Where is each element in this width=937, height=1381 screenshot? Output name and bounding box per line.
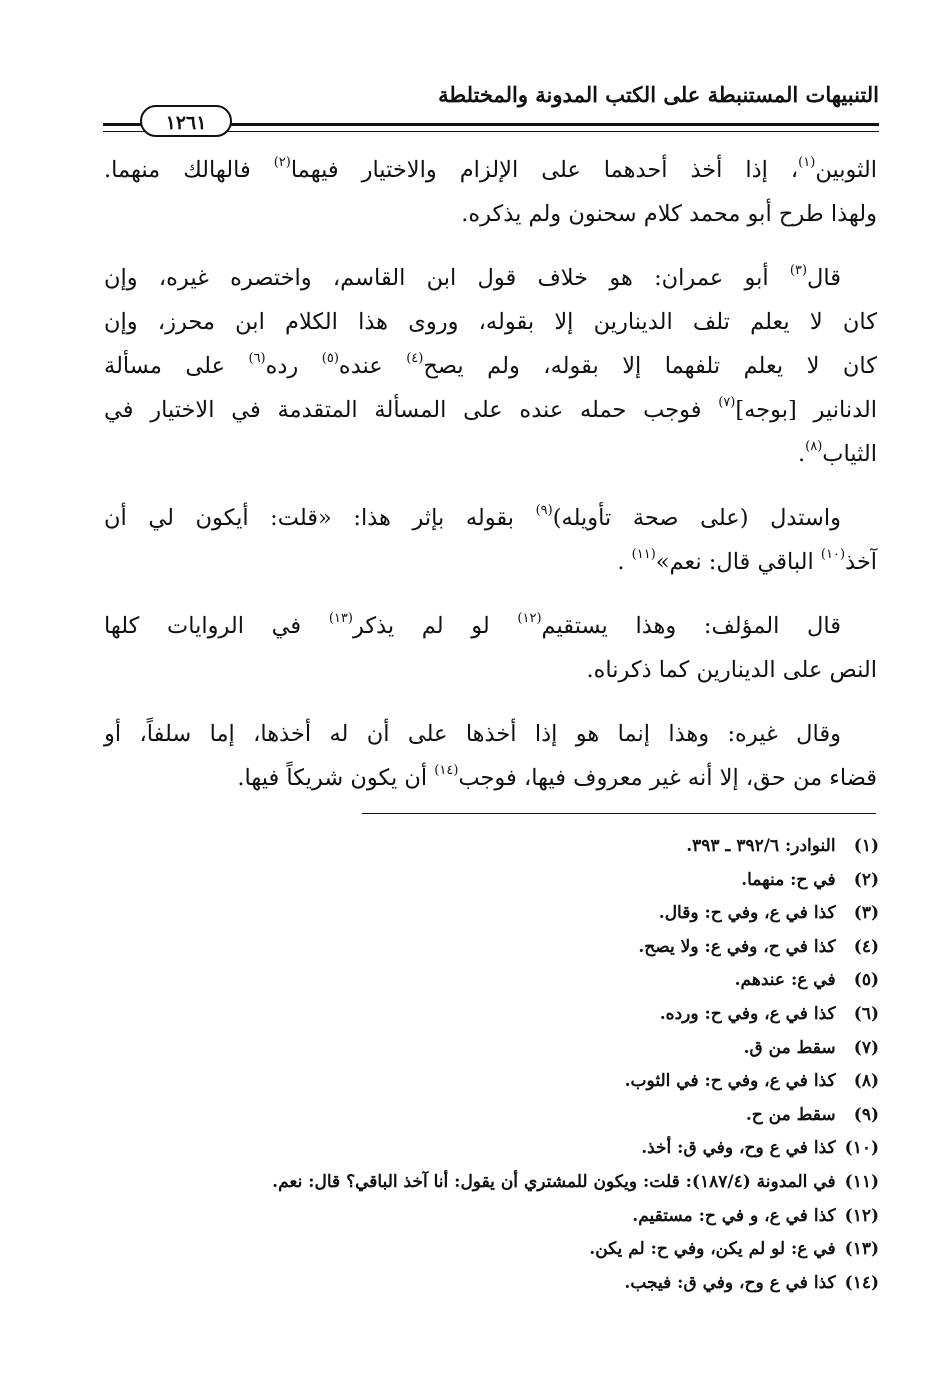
paragraph-4	[104, 604, 877, 692]
footnote-ref: (١١)	[631, 547, 656, 562]
footnote-ref: (٦)	[248, 351, 266, 366]
paragraph-line: النص على الدينارين كما ذكرناه.	[586, 657, 877, 683]
footnote-item	[69, 931, 879, 965]
footnote-ref: (١٣)	[328, 611, 353, 626]
footnote-item	[69, 998, 879, 1032]
footnote-text: في ح: منهما.	[741, 869, 836, 890]
footnote-text: كذا في ع، وفي ح: ورده.	[659, 1003, 836, 1024]
text-run: الباقي قال: نعم»	[655, 549, 821, 575]
text-run: فوجب حمله عنده على المسألة المتقدمة في الاختيار في	[104, 397, 719, 423]
footnote-item	[69, 1200, 879, 1234]
footnote-number: (١)	[853, 836, 879, 856]
text-run: عنده	[338, 353, 407, 379]
text-run: قال	[807, 265, 841, 291]
text-run: رده	[265, 353, 322, 379]
footnotes-list	[69, 830, 879, 1300]
footnote-ref: (٥)	[321, 351, 339, 366]
paragraph-line	[104, 148, 877, 192]
text-run: الثياب	[822, 441, 877, 467]
paragraph-line	[104, 432, 877, 476]
text-run: في الروايات كلها	[104, 613, 329, 639]
footnote-number: (١٢)	[844, 1205, 879, 1226]
text-run: أن يكون شريكاً فيها.	[237, 765, 435, 791]
paragraph-2	[104, 256, 877, 476]
text-run: الدنانير [بوجه]	[735, 397, 877, 423]
footnote-ref: (٨)	[805, 439, 823, 454]
paragraph-line: ولهذا طرح أبو محمد كلام سحنون ولم يذكره.	[461, 201, 877, 227]
text-run: على مسألة	[104, 353, 249, 379]
footnote-number: (٨)	[853, 1071, 879, 1092]
paragraph-line: كان لا يعلم تلف الدينارين إلا بقوله، وروى هذا الكلام ابن محرز، وإن	[104, 309, 877, 335]
body-text	[104, 148, 877, 820]
footnote-item	[69, 1233, 879, 1267]
footnote-ref: (٣)	[789, 263, 808, 278]
footnote-item	[69, 1032, 879, 1066]
footnote-ref: (١٢)	[517, 611, 542, 626]
footnote-text: سقط من ح.	[745, 1104, 836, 1125]
footnote-text: في المدونة (١٨٧/٤): قلت: ويكون للمشتري أن يقول: أنا آخذ الباقي؟ قال: نعم.	[272, 1171, 836, 1192]
text-run: كان لا يعلم تلفهما إلا بقوله، ولم يصح	[423, 353, 877, 379]
footnote-text: سقط من ق.	[743, 1037, 836, 1058]
footnote-text: في ع: عندهم.	[734, 970, 836, 991]
footnote-text: كذا في ع، وفي ح: في الثوب.	[624, 1071, 836, 1092]
footnote-number: (٣)	[853, 903, 879, 924]
text-run: قضاء من حق، إلا أنه غير معروف فيها، فوجب	[458, 765, 877, 791]
footnote-item	[69, 864, 879, 898]
footnote-text: كذا في ع وح، وفي ق: فيجب.	[624, 1272, 836, 1293]
footnote-item	[69, 1065, 879, 1099]
text-run: .	[797, 441, 806, 467]
footnote-text: كذا في ع، وفي ح: وقال.	[658, 903, 836, 924]
page-number: ١٢٦١	[140, 105, 232, 137]
text-run: آخذ	[845, 549, 877, 575]
footnote-item	[69, 1132, 879, 1166]
text-run: فالهالك منهما.	[104, 157, 274, 183]
footnote-number: (١١)	[844, 1171, 879, 1192]
footnote-item	[69, 897, 879, 931]
footnote-separator	[362, 813, 876, 814]
footnote-text: كذا في ع وح، وفي ق: أخذ.	[641, 1138, 836, 1159]
footnote-number: (١٣)	[844, 1239, 879, 1260]
text-run: ، إذا أخذ أحدهما على الإلزام والاختيار فيهما	[290, 157, 799, 183]
footnote-text: في ع: لو لم يكن، وفي ح: لم يكن.	[589, 1239, 836, 1260]
running-title: التنبيهات المستنبطة على الكتب المدونة والمختلطة	[438, 82, 879, 107]
paragraph-line	[104, 496, 877, 540]
paragraph-line	[104, 756, 877, 800]
footnote-number: (٧)	[853, 1037, 879, 1058]
footnote-text: كذا في ع، و في ح: مستقيم.	[632, 1205, 836, 1226]
text-run: .	[617, 549, 632, 575]
footnote-ref: (١٤)	[434, 763, 459, 778]
paragraph-line	[104, 604, 877, 648]
footnote-item	[69, 1166, 879, 1200]
paragraph-line: وقال غيره: وهذا إنما هو إذا أخذها على أن له أخذها، إما سلفاً، أو	[104, 721, 841, 747]
paragraph-line	[104, 344, 877, 388]
footnote-number: (١٤)	[844, 1272, 879, 1293]
footnote-number: (٢)	[853, 869, 879, 890]
paragraph-line	[104, 388, 877, 432]
text-run: قال المؤلف: وهذا يستقيم	[541, 613, 841, 639]
footnote-ref: (٤)	[406, 351, 424, 366]
footnote-ref: (١)	[798, 155, 816, 170]
footnote-text: النوادر: ٣٩٢/٦ ـ ٣٩٣.	[686, 836, 836, 856]
footnote-number: (٩)	[853, 1104, 879, 1125]
footnote-item	[69, 964, 879, 998]
footnote-number: (٥)	[853, 970, 879, 991]
footnote-text: كذا في ح، وفي ع: ولا يصح.	[638, 936, 836, 957]
text-run: واستدل (على صحة تأويله)	[552, 505, 841, 531]
footnote-ref: (٧)	[718, 395, 736, 410]
text-run: بقوله بإثر هذا: «قلت: أيكون لي أن	[104, 505, 536, 531]
text-run: لو لم يذكر	[352, 613, 518, 639]
footnote-ref: (٢)	[273, 155, 291, 170]
text-run: أبو عمران: هو خلاف قول ابن القاسم، واختصره غيره، وإن	[104, 265, 790, 291]
footnote-ref: (١٠)	[820, 547, 846, 562]
footnote-ref: (٩)	[535, 503, 553, 518]
paragraph-line	[104, 256, 877, 300]
footnote-item	[69, 1267, 879, 1301]
text-run: الثوبين	[815, 157, 878, 183]
paragraph-3	[104, 496, 877, 584]
paragraph-line	[104, 540, 877, 584]
footnote-number: (١٠)	[844, 1138, 879, 1159]
footnote-number: (٦)	[853, 1003, 879, 1024]
paragraph-5	[104, 712, 877, 800]
footnote-item	[69, 1099, 879, 1133]
footnote-item	[69, 830, 879, 864]
paragraph-1	[104, 148, 877, 236]
footnote-number: (٤)	[853, 936, 879, 957]
